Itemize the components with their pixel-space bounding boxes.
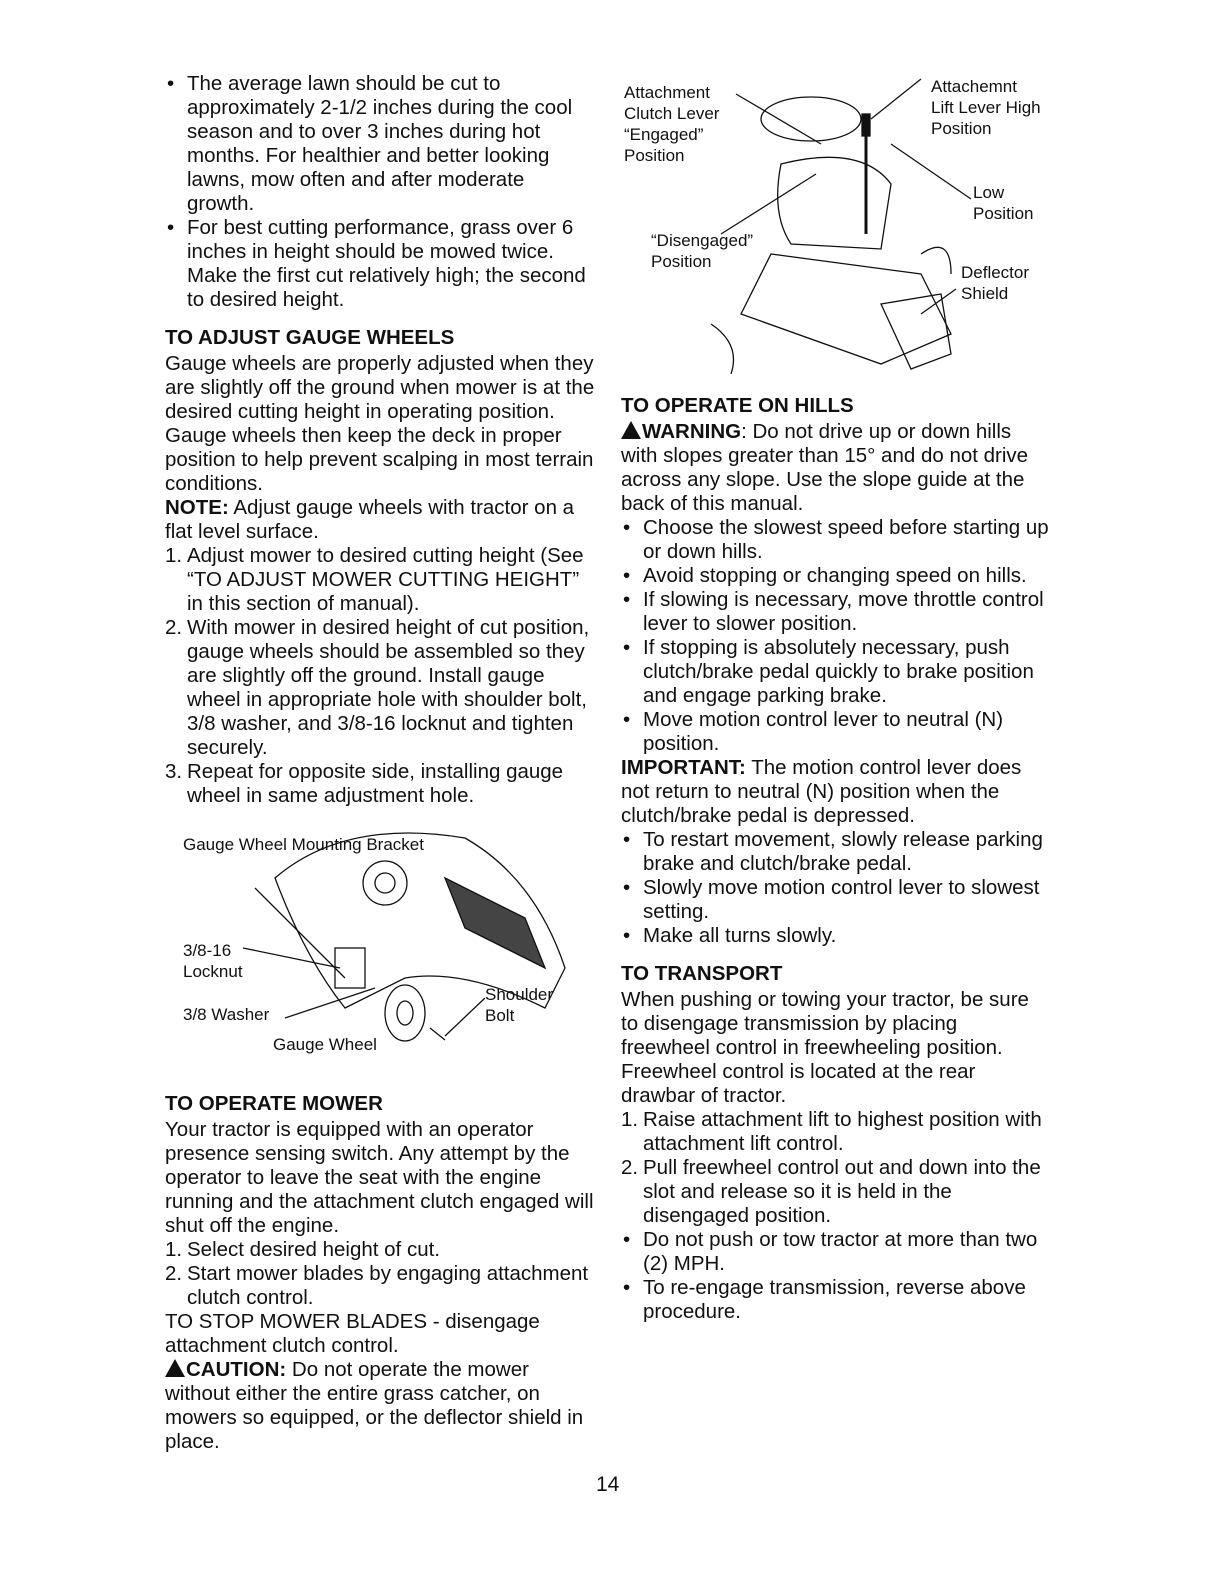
- step-number: 1.: [165, 1238, 183, 1261]
- note-label: NOTE:: [165, 496, 229, 519]
- step-number: 2.: [621, 1156, 639, 1179]
- intro-bullets: [165, 72, 597, 312]
- gauge-heading: TO ADJUST GAUGE WHEELS: [165, 326, 455, 349]
- transport-heading: TO TRANSPORT: [621, 962, 783, 985]
- list-item: • The average lawn should be cut to approximately 2-1/2 inches during the cool season and to over 3 inches during hot months. For healthier and better looking lawns, mow often and after moderate growth.: [165, 72, 597, 216]
- list-item: • For best cutting performance, grass over 6 inches in height should be mowed twice. Make the first cut relatively high; the second to desired height.: [165, 216, 597, 312]
- list-item: • To re-engage transmission, reverse above procedure.: [621, 1276, 1051, 1324]
- warning-text: : Do not drive up or down hills with slopes greater than 15° and do not drive across any slope. Use the slope guide at the back of this manual.: [621, 420, 1029, 515]
- warning-label: WARNING: [642, 420, 742, 443]
- transport-bullets: [621, 1228, 1051, 1324]
- step-number: 2.: [165, 616, 183, 639]
- list-item: • Choose the slowest speed before starting up or down hills.: [621, 516, 1051, 564]
- operate-steps: [165, 1238, 597, 1310]
- list-item: [165, 1262, 597, 1310]
- list-item: • If stopping is absolutely necessary, push clutch/brake pedal quickly to brake position and engage parking brake.: [621, 636, 1051, 708]
- caution-text: Do not operate the mower without either the entire grass catcher, on mowers so equipped, or the deflector shield in place.: [165, 1358, 584, 1453]
- warning: [621, 420, 1051, 516]
- list-item: • Do not push or tow tractor at more than two (2) MPH.: [621, 1228, 1051, 1276]
- page-number: 14: [596, 1473, 620, 1496]
- list-item: [165, 616, 597, 760]
- gauge-wheel-figure: [165, 818, 597, 1078]
- hills-bullets: [621, 516, 1051, 756]
- step-number: 3.: [165, 760, 183, 783]
- important-bullets: [621, 828, 1051, 948]
- step-text: With mower in desired height of cut position, gauge wheels should be assembled so they are slightly off the ground. Install gauge wheel in appropriate hole with shoulder bolt, 3/8 washer, and 3/8-16 locknut and tighten securely.: [187, 616, 590, 759]
- list-item: [165, 1238, 597, 1262]
- step-text: Repeat for opposite side, installing gauge wheel in same adjustment hole.: [187, 760, 564, 807]
- list-item: • Slowly move motion control lever to slowest setting.: [621, 876, 1051, 924]
- clutch-engaged-label: Attachment Clutch Lever “Engaged” Position: [624, 83, 720, 165]
- disengaged-label: “Disengaged” Position: [651, 231, 754, 271]
- list-item: [165, 544, 597, 616]
- list-item: [621, 1108, 1051, 1156]
- list-item: • Avoid stopping or changing speed on hills.: [621, 564, 1051, 588]
- note: [165, 496, 597, 544]
- step-text: Adjust mower to desired cutting height (See “TO ADJUST MOWER CUTTING HEIGHT” in this section of manual).: [187, 544, 584, 615]
- caution: [165, 1358, 597, 1454]
- low-position-label: Low Position: [973, 183, 1034, 223]
- list-item: • If slowing is necessary, move throttle control lever to slower position.: [621, 588, 1051, 636]
- hills-heading: TO OPERATE ON HILLS: [621, 394, 854, 417]
- right-column: [621, 380, 1051, 1324]
- step-text: Pull freewheel control out and down into the slot and release so it is held in the disengaged position.: [643, 1156, 1041, 1227]
- step-number: 2.: [165, 1262, 183, 1285]
- bracket-label: Gauge Wheel Mounting Bracket: [183, 835, 424, 854]
- list-item: • Move motion control lever to neutral (N) position.: [621, 708, 1051, 756]
- operate-paragraph: Your tractor is equipped with an operator presence sensing switch. Any attempt by the operator to leave the seat with the engine running and the attachment clutch engaged will shut off the engine.: [165, 1118, 594, 1237]
- note-text: Adjust gauge wheels with tractor on a flat level surface.: [165, 496, 575, 543]
- step-text: Start mower blades by engaging attachment clutch control.: [187, 1262, 589, 1309]
- bolt-label: Shoulder Bolt: [485, 985, 554, 1025]
- warning-triangle-icon: [165, 1359, 185, 1377]
- step-number: 1.: [621, 1108, 639, 1131]
- caution-label: CAUTION:: [186, 1358, 287, 1381]
- gauge-paragraph: Gauge wheels are properly adjusted when they are slightly off the ground when mower is at the desired cutting height in operating position. Gauge wheels then keep the deck in proper position to help prevent scalping in most terrain conditions.: [165, 352, 595, 495]
- step-number: 1.: [165, 544, 183, 567]
- step-text: Raise attachment lift to highest position with attachment lift control.: [643, 1108, 1042, 1155]
- list-item: • To restart movement, slowly release parking brake and clutch/brake pedal.: [621, 828, 1051, 876]
- washer-label: 3/8 Washer: [183, 1005, 270, 1024]
- important-label: IMPORTANT:: [621, 756, 746, 779]
- important: [621, 756, 1051, 828]
- important-text: The motion control lever does not return to neutral (N) position when the clutch/brake pedal is depressed.: [621, 756, 1022, 827]
- list-item: [621, 1156, 1051, 1228]
- locknut-label: 3/8-16 Locknut: [183, 941, 243, 981]
- transport-steps: [621, 1108, 1051, 1228]
- operate-heading: TO OPERATE MOWER: [165, 1092, 383, 1115]
- list-item: • Make all turns slowly.: [621, 924, 1051, 948]
- left-column: [165, 72, 597, 1454]
- tractor-levers-figure: [621, 74, 1051, 374]
- stop-text: TO STOP MOWER BLADES - disengage attachment clutch control.: [165, 1310, 540, 1357]
- lift-lever-label: Attachemnt Lift Lever High Position: [931, 77, 1041, 138]
- transport-paragraph: When pushing or towing your tractor, be sure to disengage transmission by placing freewheel control in freewheeling position. Freewheel control is located at the rear drawbar of tractor.: [621, 988, 1029, 1107]
- deflector-label: Deflector Shield: [961, 263, 1030, 303]
- gauge-steps: [165, 544, 597, 808]
- step-text: Select desired height of cut.: [187, 1238, 440, 1261]
- figure-caption: Gauge Wheel: [273, 1035, 377, 1054]
- list-item: [165, 760, 597, 808]
- warning-triangle-icon: [621, 421, 641, 439]
